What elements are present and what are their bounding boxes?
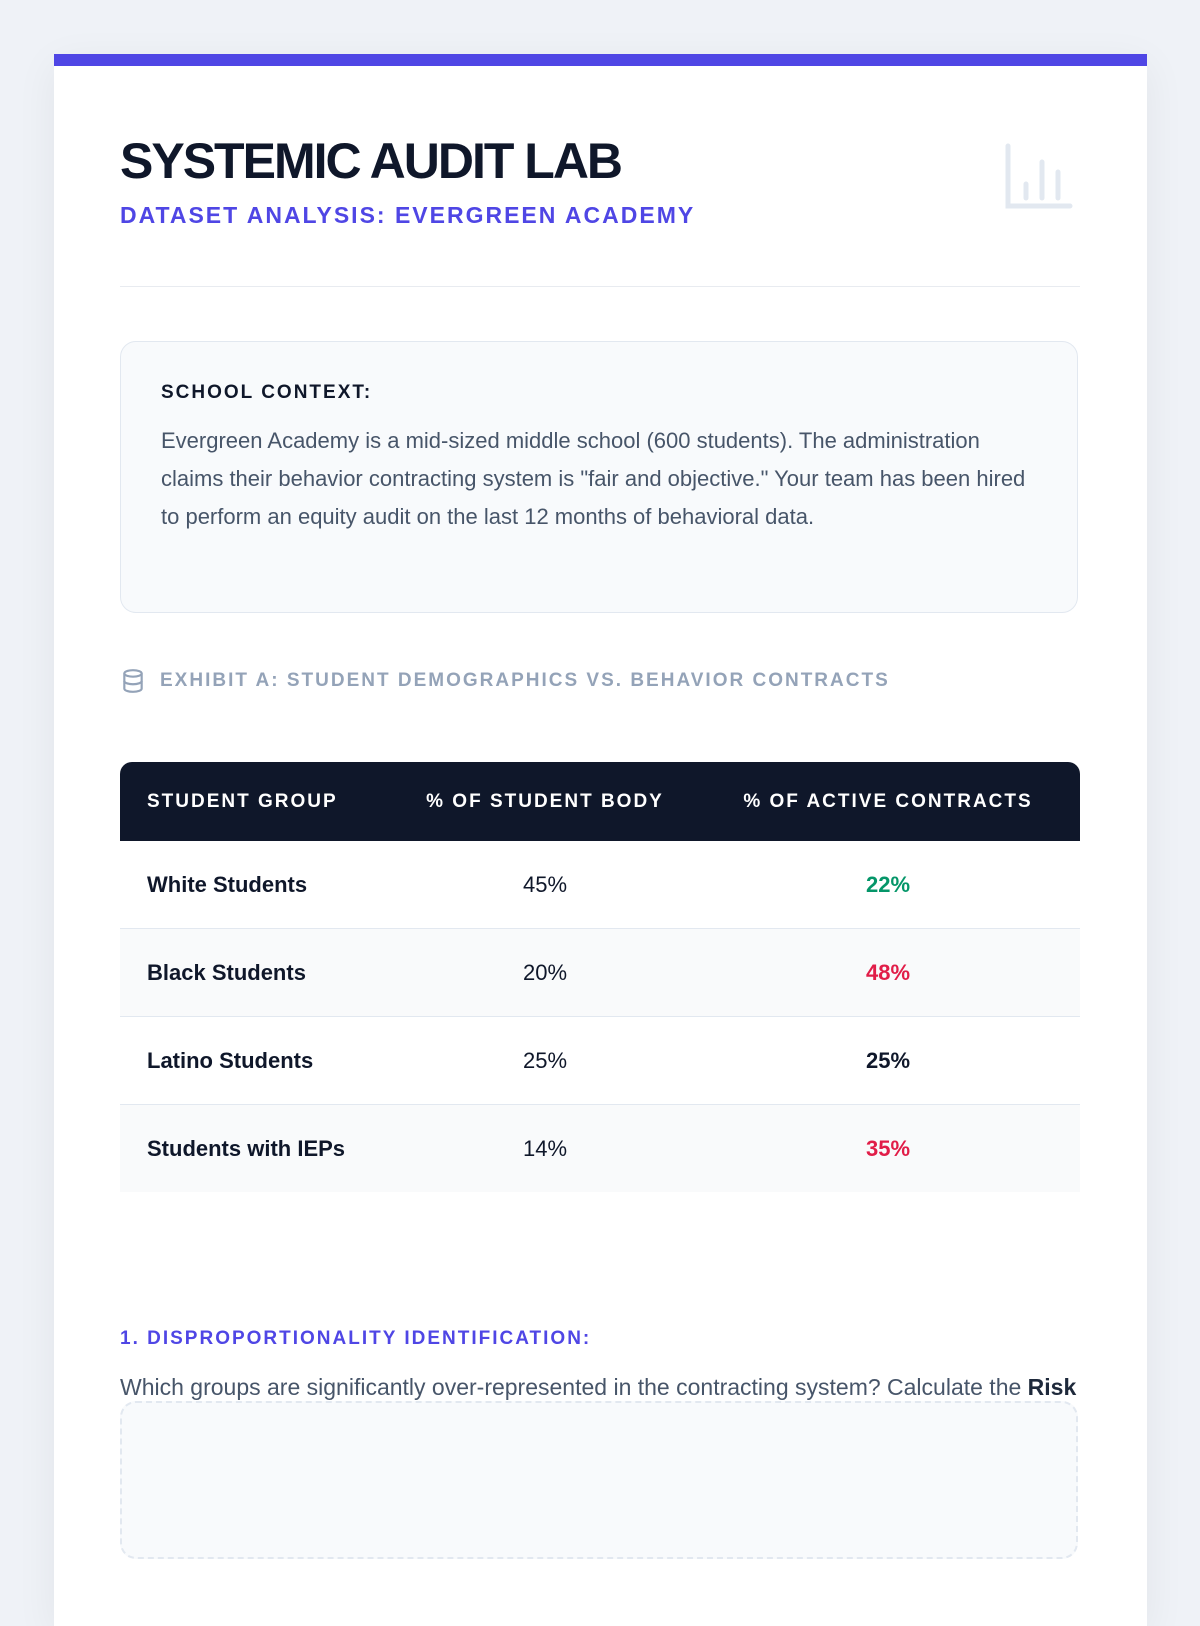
bar-chart-icon (1004, 140, 1076, 212)
page-subtitle: DATASET ANALYSIS: EVERGREEN ACADEMY (120, 202, 696, 228)
answer-input-area[interactable] (120, 1401, 1078, 1559)
question-text-part: Which groups are significantly over-represented in the contracting system? Calculate the (120, 1374, 1028, 1400)
header-divider (120, 286, 1080, 287)
context-label: SCHOOL CONTEXT: (161, 382, 373, 403)
worksheet-card (54, 54, 1147, 1626)
question-text-bold: Risk (1027, 1374, 1077, 1400)
active-contracts-cell: 35% (696, 1105, 1080, 1192)
student-group-cell: Black Students (120, 929, 394, 1017)
school-context-box (120, 341, 1078, 613)
database-icon (120, 668, 146, 694)
page-title: SYSTEMIC AUDIT LAB (120, 133, 622, 189)
table-header-row (120, 762, 1080, 841)
student-body-cell: 14% (394, 1105, 696, 1192)
table-row (120, 1017, 1080, 1105)
exhibit-title: EXHIBIT A: STUDENT DEMOGRAPHICS VS. BEHAVIOR CONTRACTS (160, 670, 890, 691)
student-body-cell: 20% (394, 929, 696, 1017)
question-1-label: 1. DISPROPORTIONALITY IDENTIFICATION: (120, 1328, 592, 1349)
active-contracts-cell: 25% (696, 1017, 1080, 1105)
student-group-cell: Students with IEPs (120, 1105, 394, 1192)
student-body-cell: 45% (394, 841, 696, 929)
student-group-cell: White Students (120, 841, 394, 929)
column-header-active-contracts: % OF ACTIVE CONTRACTS (696, 762, 1080, 841)
column-header-student-body: % OF STUDENT BODY (394, 762, 696, 841)
demographics-table (120, 762, 1080, 1192)
exhibit-heading (120, 668, 890, 694)
active-contracts-cell: 48% (696, 929, 1080, 1017)
column-header-student-group: STUDENT GROUP (120, 762, 394, 841)
context-text: Evergreen Academy is a mid-sized middle school (600 students). The administration claims their behavior contracting system is "fair and objective." Your team has been hired to perform an equity audit on the last 12 months of behavioral data. (161, 428, 1026, 529)
table-row (120, 929, 1080, 1017)
table-row (120, 1105, 1080, 1192)
header (120, 133, 1080, 229)
student-body-cell: 25% (394, 1017, 696, 1105)
table-row (120, 841, 1080, 929)
student-group-cell: Latino Students (120, 1017, 394, 1105)
active-contracts-cell: 22% (696, 841, 1080, 929)
